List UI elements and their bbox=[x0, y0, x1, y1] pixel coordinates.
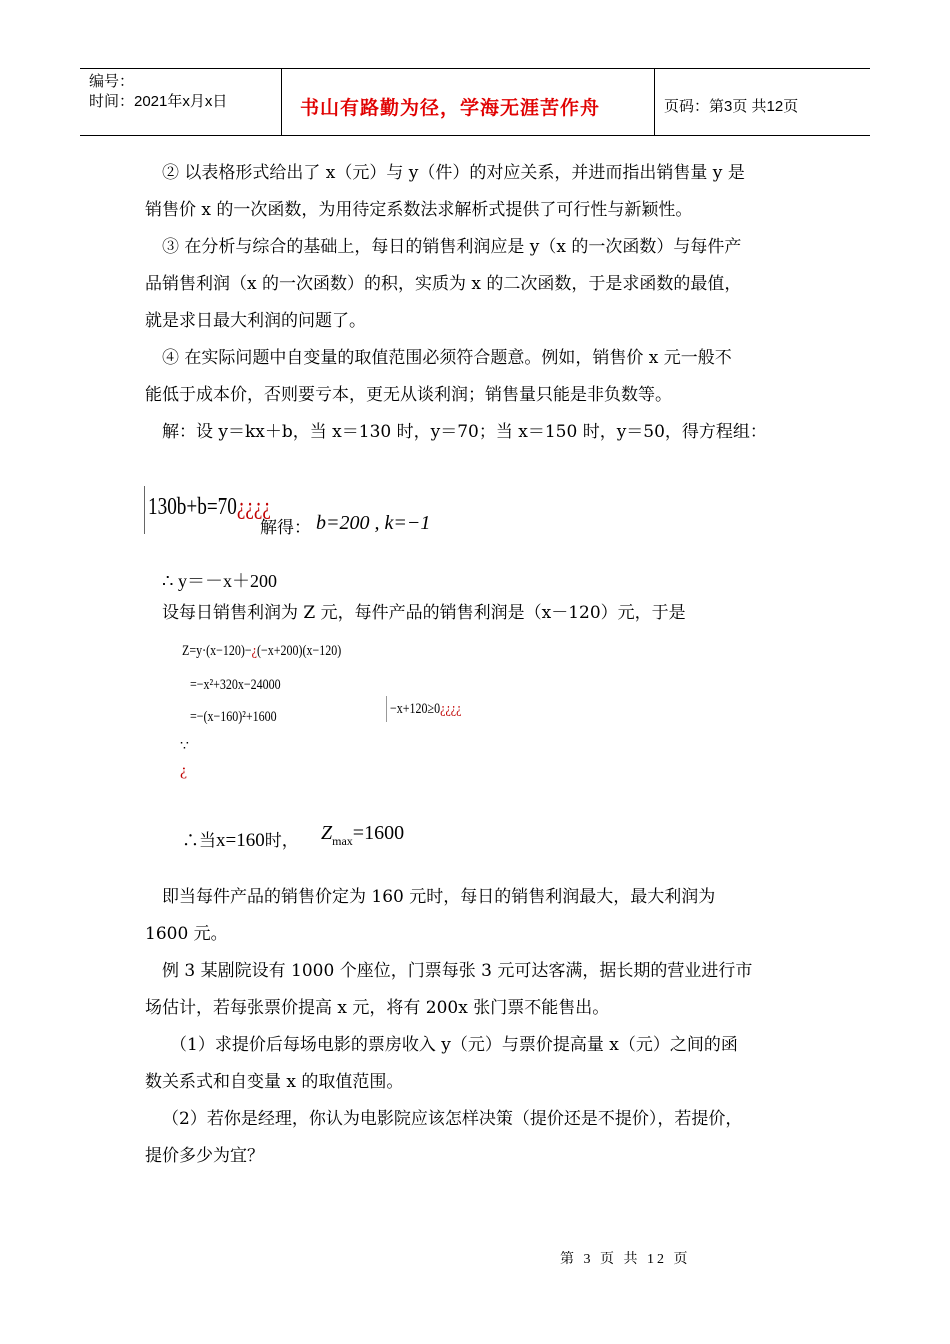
paragraph-3-line-1: ③ 在分析与综合的基础上，每日的销售利润应是 y（x 的一次函数）与每件产 bbox=[162, 237, 742, 257]
stray-garble: ¿ bbox=[180, 762, 188, 779]
footer-page-number: 第 3 页 共 12 页 bbox=[560, 1252, 691, 1267]
header-date-label: 时间：2021年x月x日 bbox=[89, 93, 228, 110]
zmax-symbol: Z bbox=[321, 822, 333, 844]
conclusion-line-2: 1600 元。 bbox=[145, 924, 228, 944]
condition-text: −x+120≥0 bbox=[390, 701, 441, 717]
profit-intro: 设每日销售利润为 Z 元，每件产品的销售利润是（x－120）元，于是 bbox=[162, 603, 686, 623]
z-line-1-b: (−x+200)(x−120) bbox=[256, 643, 342, 659]
header-motto: 书山有路勤为径，学海无涯苦作舟 bbox=[300, 97, 601, 119]
therefore-x-value: x=160 bbox=[216, 830, 265, 851]
conclusion-line-1: 即当每件产品的销售价定为 160 元时，每日的销售利润最大，最大利润为 bbox=[162, 887, 716, 907]
z-line-1 bbox=[182, 643, 341, 660]
condition-garble: ¿¿¿¿ bbox=[440, 701, 462, 717]
header-number-label: 编号： bbox=[89, 73, 135, 90]
z-line-2: =−x²+320x−24000 bbox=[190, 677, 281, 693]
paragraph-3-line-3: 就是求日最大利润的问题了。 bbox=[145, 311, 366, 331]
therefore-y: ∴ y＝－x＋200 bbox=[162, 571, 277, 591]
question-1-line-1: （1）求提价后每场电影的票房收入 y（元）与票价提高量 x（元）之间的函 bbox=[170, 1035, 738, 1055]
zmax-subscript: max bbox=[332, 834, 353, 848]
paragraph-2-line-1: ② 以表格形式给出了 x（元）与 y（件）的对应关系，并进而指出销售量 y 是 bbox=[162, 163, 745, 183]
question-2-line-1: （2）若你是经理，你认为电影院应该怎样决策（提价还是不提价），若提价， bbox=[162, 1109, 743, 1129]
because-symbol: ∵ bbox=[180, 739, 189, 754]
equation-garble: ¿¿¿¿ bbox=[236, 494, 271, 520]
zmax-value: =1600 bbox=[352, 822, 405, 844]
therefore-when-suffix: 时， bbox=[264, 831, 299, 851]
example-3-line-1: 例 3 某剧院设有 1000 个座位，门票每张 3 元可达客满，据长期的营业进行市 bbox=[162, 961, 753, 981]
header-top-rule bbox=[80, 68, 870, 69]
condition-brace bbox=[386, 696, 387, 722]
therefore-when: ∴当 bbox=[182, 831, 216, 851]
solve-result: b=200 , k=−1 bbox=[316, 512, 431, 534]
condition bbox=[390, 701, 461, 718]
header-bottom-rule bbox=[80, 135, 870, 136]
header-page-info: 页码：第3页 共12页 bbox=[664, 98, 799, 115]
z-line-1-garble: ¿ bbox=[251, 643, 257, 659]
paragraph-3-line-2: 品销售利润（x 的一次函数）的积，实质为 x 的二次函数，于是求函数的最值， bbox=[145, 274, 742, 294]
equation-system bbox=[148, 494, 271, 521]
z-line-3: =−(x−160)²+1600 bbox=[190, 709, 277, 725]
paragraph-4-line-2: 能低于成本价，否则要亏本，更无从谈利润；销售量只能是非负数等。 bbox=[145, 385, 672, 405]
solution-intro: 解：设 y＝kx＋b，当 x＝130 时，y＝70；当 x＝150 时，y＝50，得方程组： bbox=[162, 422, 767, 442]
therefore-zmax bbox=[182, 826, 299, 852]
question-2-line-2: 提价多少为宜？ bbox=[145, 1146, 264, 1166]
header-divider-right bbox=[654, 68, 655, 136]
example-3-line-2: 场估计，若每张票价提高 x 元，将有 200x 张门票不能售出。 bbox=[145, 998, 610, 1018]
paragraph-2-line-2: 销售价 x 的一次函数，为用待定系数法求解析式提供了可行性与新颖性。 bbox=[145, 200, 693, 220]
zmax-expression bbox=[321, 822, 404, 849]
paragraph-4-line-1: ④ 在实际问题中自变量的取值范围必须符合题意。例如，销售价 x 元一般不 bbox=[162, 348, 732, 368]
header-divider-left bbox=[281, 68, 282, 136]
solve-label: 解得： bbox=[260, 518, 311, 538]
equation-system-text: 130b+b=70 bbox=[148, 494, 237, 520]
question-1-line-2: 数关系式和自变量 x 的取值范围。 bbox=[145, 1072, 404, 1092]
system-brace bbox=[144, 486, 145, 534]
z-line-1-a: Z=y·(x−120)− bbox=[182, 643, 252, 659]
